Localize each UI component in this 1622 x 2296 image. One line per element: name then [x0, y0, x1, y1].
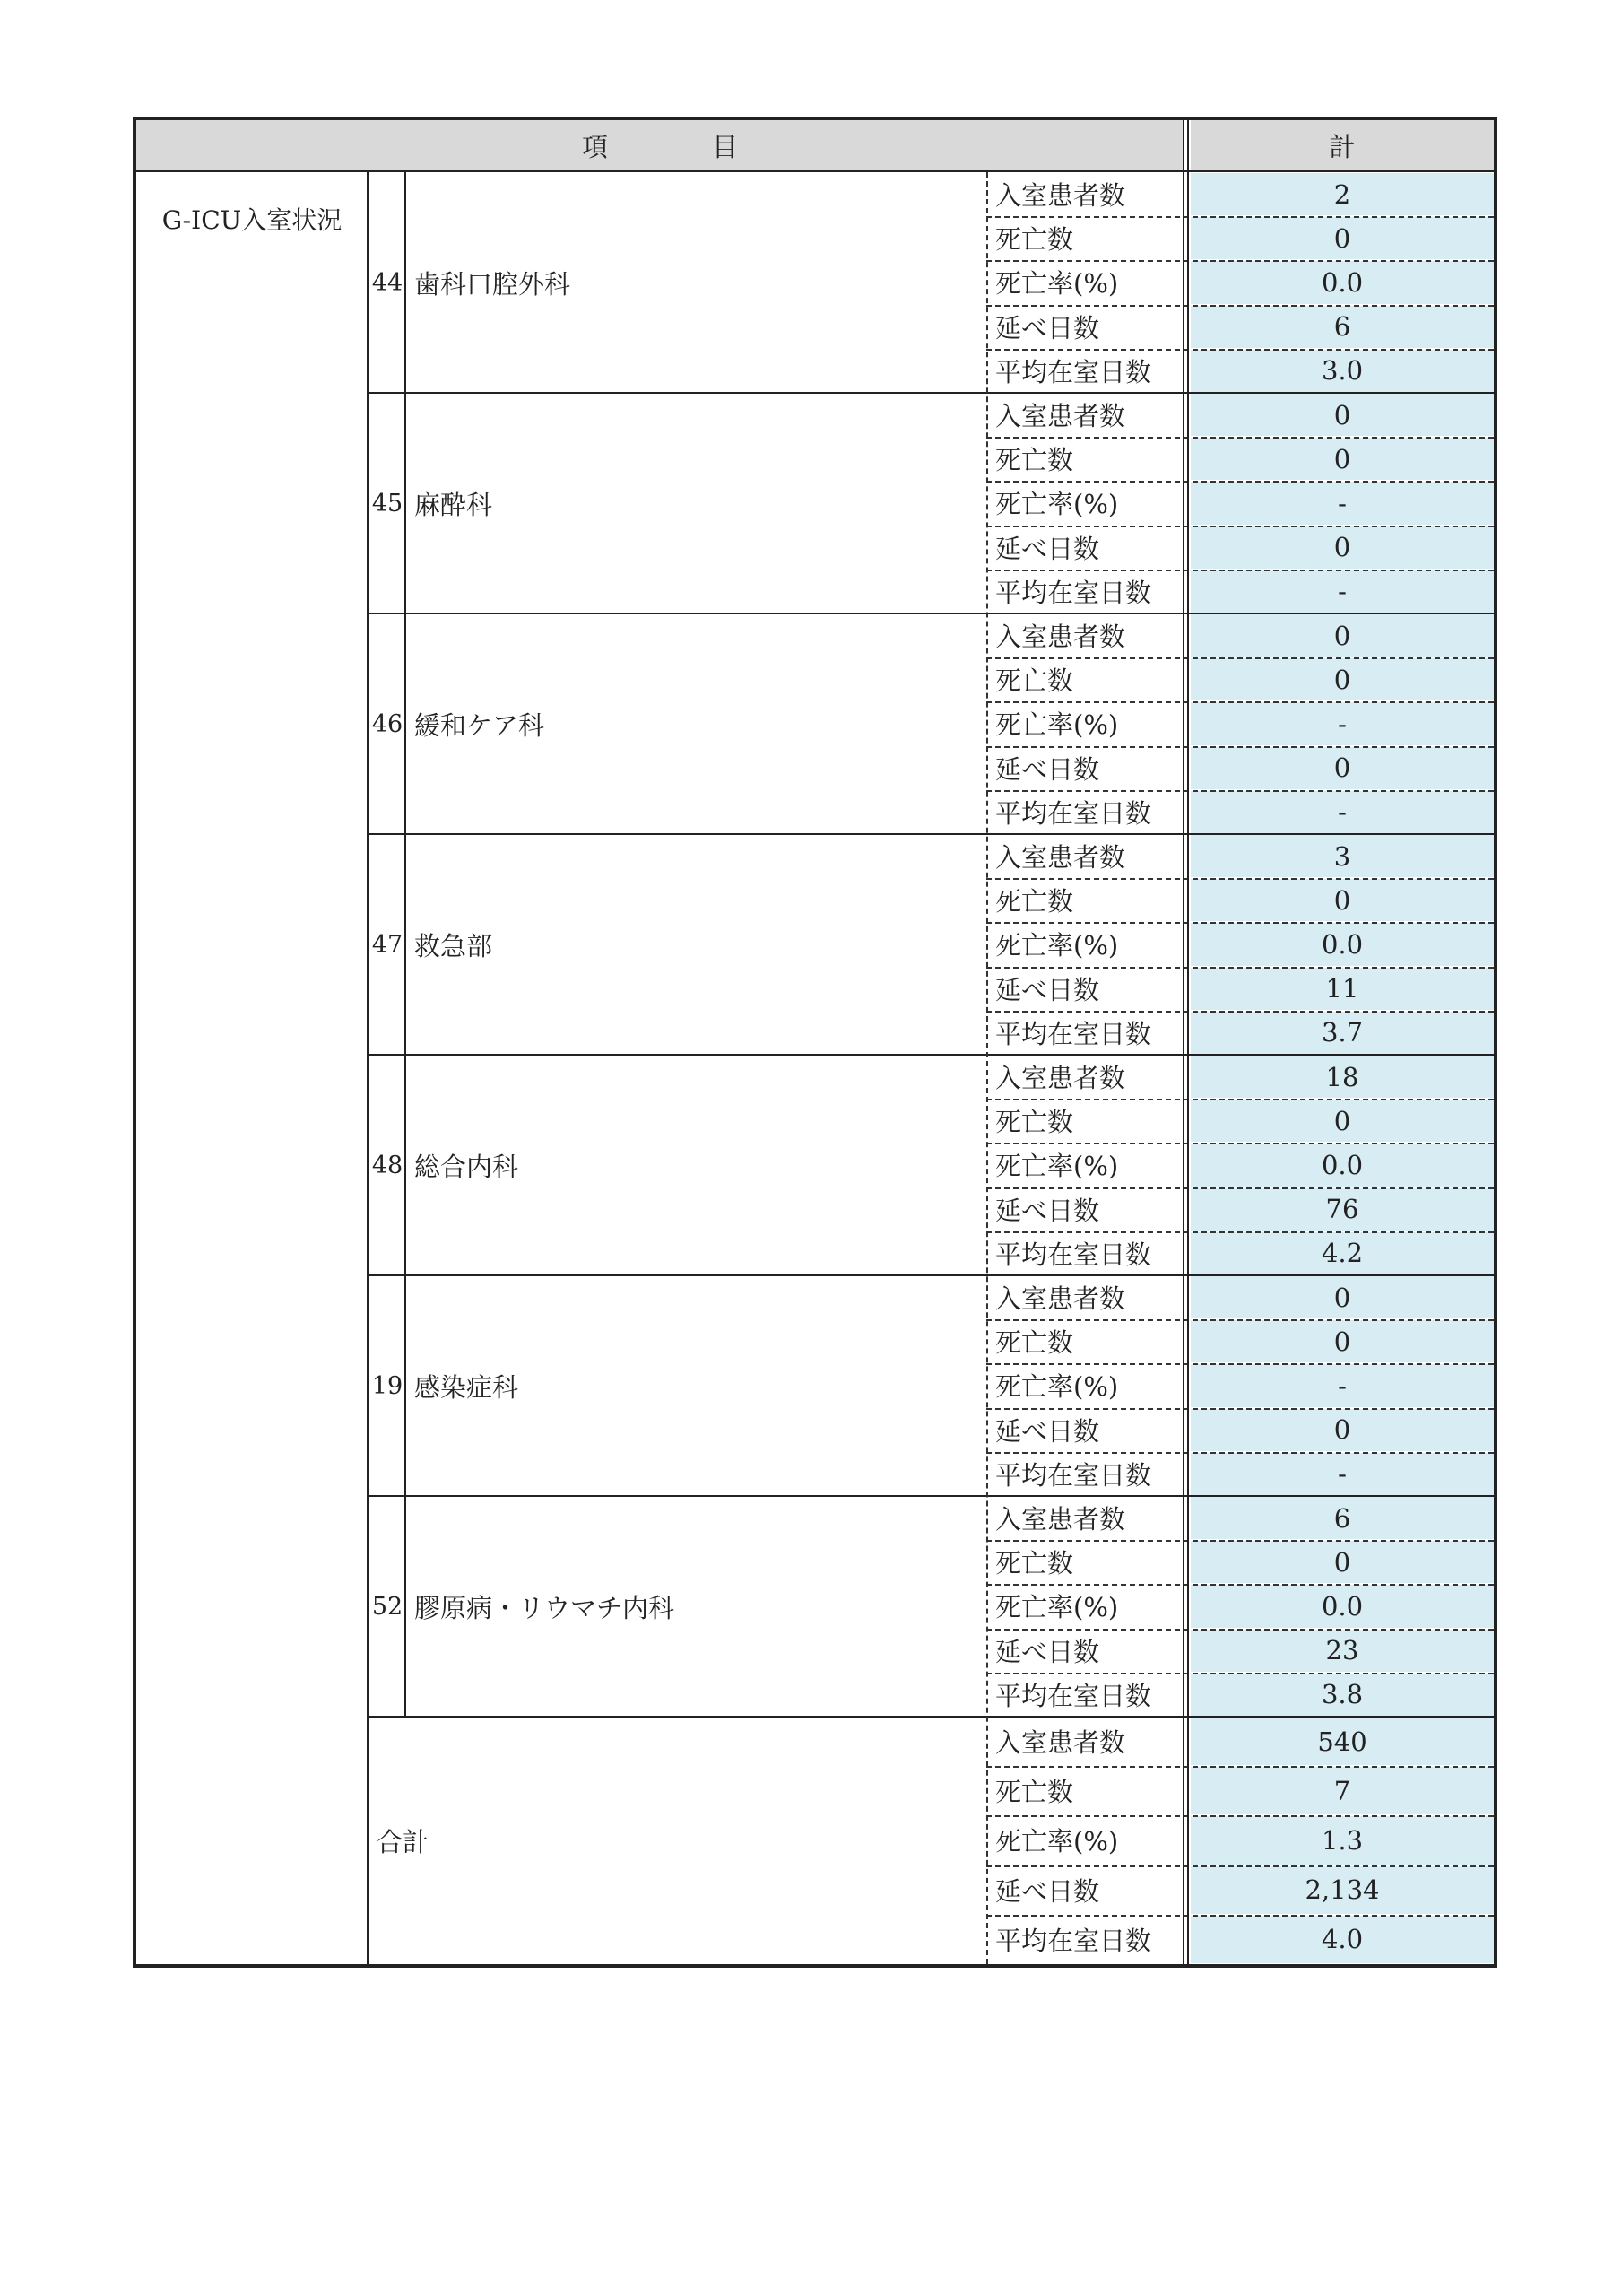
row-divider [986, 967, 1494, 969]
total-column-rule-a [1183, 117, 1184, 1966]
metric-value: - [1191, 702, 1494, 744]
metric-value: 11 [1191, 968, 1494, 1010]
dept-divider [368, 1054, 1494, 1056]
table-border-top [133, 117, 1497, 120]
total-metric-value: 2,134 [1191, 1866, 1494, 1914]
metric-label: 死亡数 [995, 224, 1074, 256]
code-column-rule [404, 172, 406, 1717]
metric-label: 平均在室日数 [995, 1018, 1152, 1049]
metric-value: 0 [1191, 1320, 1494, 1362]
metric-label: 平均在室日数 [995, 1459, 1152, 1491]
row-divider [986, 1363, 1494, 1365]
metric-label: 延べ日数 [995, 1636, 1100, 1667]
metric-value: 0 [1191, 879, 1494, 921]
table-border-left [133, 117, 136, 1968]
dept-name: 麻酔科 [414, 489, 493, 520]
total-metric-label: 死亡数 [995, 1777, 1074, 1808]
dept-code: 46 [371, 709, 403, 738]
dept-divider [368, 392, 1494, 394]
row-divider [986, 1866, 1494, 1867]
metric-label: 入室患者数 [995, 842, 1126, 874]
metric-value: - [1191, 1453, 1494, 1495]
dept-divider [368, 833, 1494, 835]
row-divider [986, 746, 1494, 748]
row-divider [986, 1452, 1494, 1454]
metric-label: 延べ日数 [995, 1415, 1100, 1447]
row-divider [986, 570, 1494, 571]
metric-label: 平均在室日数 [995, 356, 1152, 387]
row-divider [986, 1011, 1494, 1013]
row-divider [986, 878, 1494, 880]
metric-label: 入室患者数 [995, 622, 1126, 653]
row-divider [986, 260, 1494, 262]
metric-label: 延べ日数 [995, 533, 1100, 564]
dept-name: 膠原病・リウマチ内科 [414, 1592, 675, 1623]
row-divider [986, 1815, 1494, 1817]
metric-label: 死亡数 [995, 886, 1074, 918]
metric-column-rule [986, 172, 988, 1964]
table-border-bottom [133, 1964, 1497, 1968]
row-divider [986, 1766, 1494, 1768]
total-metric-label: 死亡率(%) [995, 1826, 1119, 1857]
total-divider [368, 1716, 1494, 1718]
total-label: 合計 [377, 1826, 429, 1857]
total-metric-label: 平均在室日数 [995, 1925, 1152, 1956]
metric-value: 3 [1191, 835, 1494, 877]
header-total-cell [1191, 120, 1494, 170]
metric-value: 3.8 [1191, 1674, 1494, 1716]
metric-value: 0.0 [1191, 923, 1494, 965]
metric-value: 3.7 [1191, 1012, 1494, 1054]
row-divider [986, 1584, 1494, 1586]
row-divider [986, 1187, 1494, 1189]
row-divider [986, 657, 1494, 659]
header-total-label: 計 [1329, 131, 1356, 162]
dept-divider [368, 1274, 1494, 1276]
row-divider [986, 349, 1494, 351]
metric-value: 0 [1191, 394, 1494, 436]
metric-label: 死亡数 [995, 1107, 1074, 1138]
row-divider [986, 790, 1494, 792]
dept-code: 52 [371, 1592, 403, 1621]
metric-value: 0 [1191, 1276, 1494, 1318]
dept-code: 47 [371, 930, 403, 959]
metric-value: 0 [1191, 1409, 1494, 1451]
metric-value: 3.0 [1191, 350, 1494, 392]
metric-label: 入室患者数 [995, 1504, 1126, 1535]
metric-label: 死亡率(%) [995, 1371, 1119, 1403]
metric-value: - [1191, 570, 1494, 613]
metric-label: 入室患者数 [995, 1063, 1126, 1094]
dept-code: 45 [371, 489, 403, 517]
dept-name: 救急部 [414, 930, 493, 961]
dept-name: 歯科口腔外科 [414, 268, 571, 300]
metric-label: 延べ日数 [995, 312, 1100, 344]
dept-code: 19 [371, 1371, 403, 1400]
metric-value: - [1191, 1364, 1494, 1406]
dept-name: 総合内科 [414, 1151, 519, 1182]
row-divider [986, 481, 1494, 483]
metric-value: 0.0 [1191, 1585, 1494, 1627]
metric-label: 平均在室日数 [995, 1239, 1152, 1270]
metric-label: 入室患者数 [995, 180, 1126, 212]
metric-value: 0 [1191, 747, 1494, 789]
metric-label: 死亡数 [995, 1327, 1074, 1359]
metric-value: - [1191, 482, 1494, 524]
dept-name: 緩和ケア科 [414, 709, 545, 741]
metric-label: 死亡率(%) [995, 709, 1119, 741]
dept-divider [368, 613, 1494, 614]
metric-value: 0.0 [1191, 1144, 1494, 1186]
dept-code: 48 [371, 1151, 403, 1179]
metric-value: 6 [1191, 1497, 1494, 1539]
header-item-label: 項 目 [581, 131, 738, 162]
header-bottom-rule [133, 170, 1497, 172]
dept-name: 感染症科 [414, 1371, 519, 1403]
row-divider [986, 526, 1494, 527]
total-column-rule-b [1187, 117, 1189, 1966]
total-metric-value: 1.3 [1191, 1816, 1494, 1864]
metric-label: 平均在室日数 [995, 577, 1152, 608]
metric-label: 平均在室日数 [995, 1680, 1152, 1711]
metric-value: 6 [1191, 306, 1494, 348]
total-metric-label: 延べ日数 [995, 1875, 1100, 1907]
dept-code: 44 [371, 268, 403, 297]
metric-value: 0 [1191, 1100, 1494, 1142]
metric-label: 死亡率(%) [995, 268, 1119, 300]
g-icu-table [133, 117, 1497, 1962]
metric-label: 死亡数 [995, 665, 1074, 697]
metric-value: - [1191, 791, 1494, 833]
row-divider [986, 305, 1494, 307]
row-divider [986, 1319, 1494, 1321]
metric-value: 76 [1191, 1188, 1494, 1231]
dept-divider [368, 1495, 1494, 1497]
metric-label: 延べ日数 [995, 1195, 1100, 1226]
total-metric-label: 入室患者数 [995, 1727, 1126, 1759]
metric-value: 0 [1191, 526, 1494, 569]
section-column-rule [367, 172, 369, 1964]
section-title: G-ICU入室状況 [161, 205, 343, 235]
metric-label: 死亡数 [995, 1548, 1074, 1579]
metric-label: 延べ日数 [995, 974, 1100, 1005]
row-divider [986, 1408, 1494, 1410]
metric-label: 死亡率(%) [995, 1592, 1119, 1623]
row-divider [986, 1540, 1494, 1542]
metric-value: 18 [1191, 1056, 1494, 1098]
metric-label: 入室患者数 [995, 1283, 1126, 1315]
row-divider [986, 1629, 1494, 1631]
metric-label: 死亡率(%) [995, 930, 1119, 961]
row-divider [986, 1915, 1494, 1917]
metric-value: 0 [1191, 614, 1494, 657]
row-divider [986, 1099, 1494, 1100]
metric-label: 入室患者数 [995, 401, 1126, 432]
row-divider [986, 1143, 1494, 1144]
metric-value: 23 [1191, 1630, 1494, 1672]
row-divider [986, 922, 1494, 924]
metric-label: 死亡数 [995, 445, 1074, 476]
metric-value: 4.2 [1191, 1232, 1494, 1274]
row-divider [986, 701, 1494, 703]
row-divider [986, 437, 1494, 439]
total-metric-value: 540 [1191, 1718, 1494, 1765]
metric-label: 平均在室日数 [995, 797, 1152, 829]
total-metric-value: 7 [1191, 1767, 1494, 1814]
row-divider [986, 1673, 1494, 1674]
metric-value: 2 [1191, 173, 1494, 215]
metric-value: 0.0 [1191, 261, 1494, 303]
row-divider [986, 216, 1494, 218]
metric-value: 0 [1191, 438, 1494, 480]
header-item-cell [136, 120, 1184, 170]
metric-value: 0 [1191, 217, 1494, 259]
metric-value: 0 [1191, 658, 1494, 700]
metric-label: 死亡率(%) [995, 1151, 1119, 1182]
table-border-right [1494, 117, 1497, 1968]
row-divider [986, 1231, 1494, 1233]
total-metric-value: 4.0 [1191, 1916, 1494, 1963]
metric-value: 0 [1191, 1541, 1494, 1583]
metric-label: 延べ日数 [995, 753, 1100, 785]
metric-label: 死亡率(%) [995, 489, 1119, 520]
